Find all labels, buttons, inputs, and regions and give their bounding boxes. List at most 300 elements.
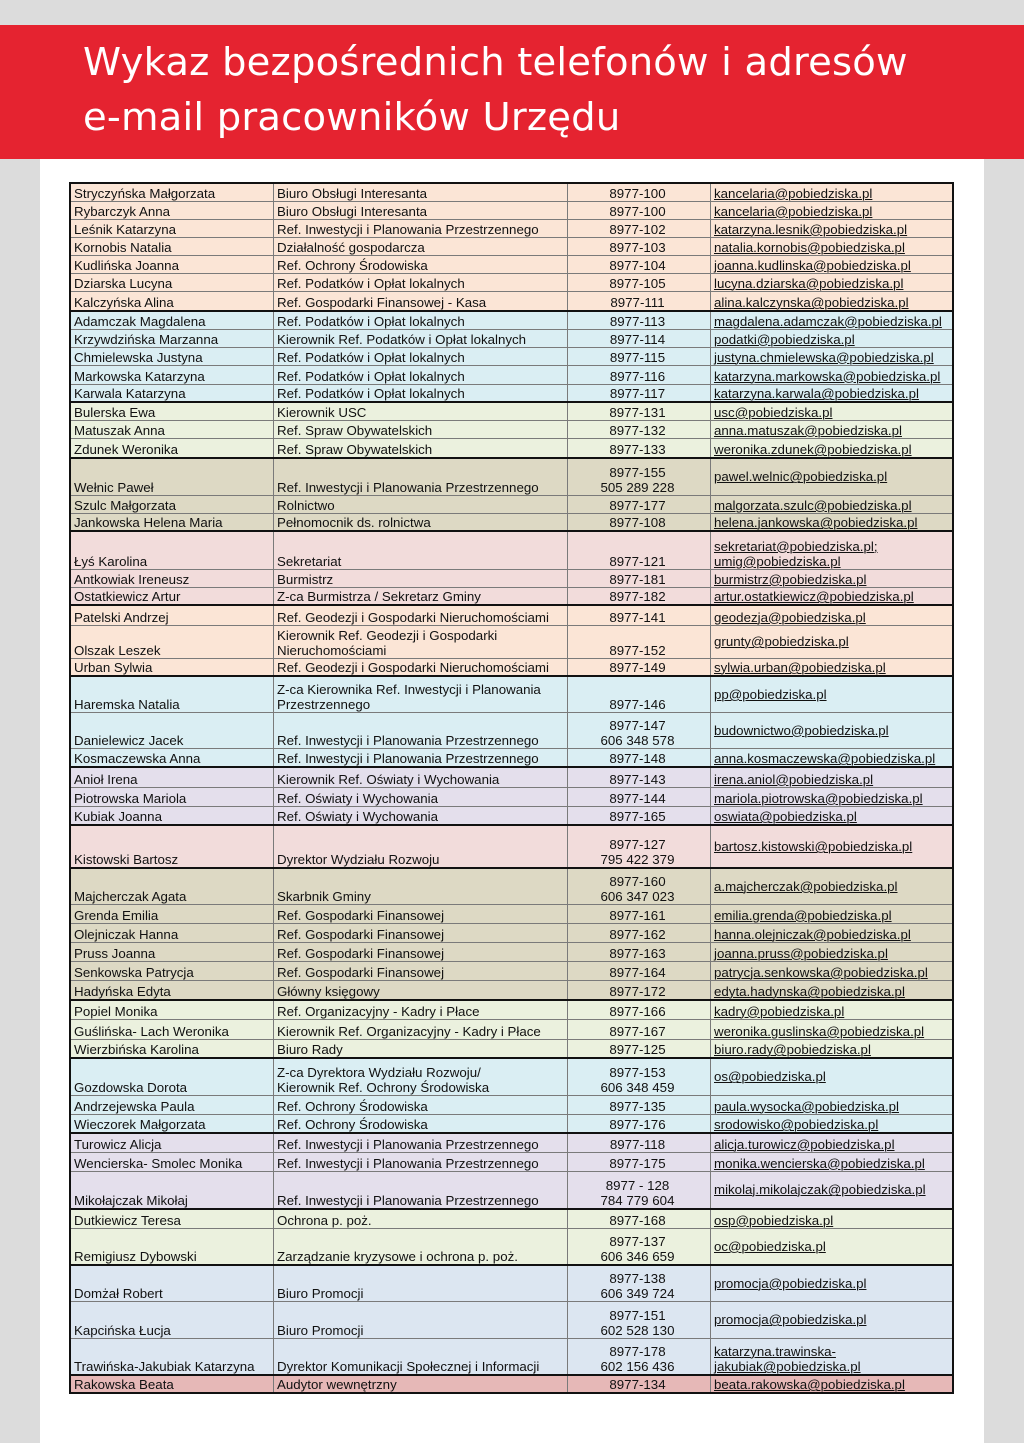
phone-number-line: 8977-125 [609,1042,666,1057]
email-text[interactable]: monika.wencierska@pobiedziska.pl [714,1155,925,1171]
phone-number [568,365,711,384]
email-link[interactable] [711,712,954,748]
table-row [70,980,953,1000]
email-link[interactable] [711,1338,954,1375]
email-text[interactable]: paula.wysocka@pobiedziska.pl [714,1098,899,1114]
email-text[interactable]: alina.kalczynska@pobiedziska.pl [714,295,909,310]
phone-number [568,1228,711,1265]
table-row [70,748,953,767]
table-row [70,1039,953,1058]
department [274,291,568,311]
department [274,495,568,513]
email-link[interactable] [711,868,954,904]
employee-name [70,712,274,748]
department [274,868,568,904]
email-link[interactable] [711,923,954,942]
department-line: Ref. Oświaty i Wychowania [277,790,438,806]
phone-number-line: 8977-134 [609,1377,666,1392]
phone-number [568,183,711,201]
phone-number [568,513,711,531]
phone-number [568,201,711,219]
email-text[interactable]: weronika.zdunek@pobiedziska.pl [714,442,912,457]
employee-name-line: Domżał Robert [74,1285,163,1301]
email-text[interactable]: mariola.piotrowska@pobiedziska.pl [714,790,923,806]
employee-name [70,347,274,365]
employee-name [70,1019,274,1039]
table-row [70,1338,953,1375]
employee-name-line: Hadyńska Edyta [74,984,171,999]
employee-name [70,1039,274,1058]
email-text[interactable]: a.majcherczak@pobiedziska.pl [714,878,898,894]
table-row [70,420,953,438]
table-row [70,1000,953,1019]
phone-number [568,1095,711,1114]
table-row [70,1301,953,1338]
employee-name [70,1265,274,1301]
email-text[interactable]: osp@pobiedziska.pl [714,1212,834,1228]
phone-number [568,712,711,748]
phone-number-line: 8977-162 [609,926,666,942]
email-link[interactable] [711,904,954,923]
department [274,1058,568,1095]
phone-number-line: 784 779 604 [600,1193,675,1208]
table-row [70,1228,953,1265]
phone-number-line: 602 156 436 [600,1359,675,1374]
table-row [70,961,953,980]
department [274,1152,568,1171]
department [274,347,568,365]
email-link[interactable] [711,438,954,458]
department [274,1171,568,1209]
email-text[interactable]: lucyna.dziarska@pobiedziska.pl [714,275,904,291]
phone-number-line: 8977-164 [609,964,666,980]
email-link[interactable] [711,329,954,347]
email-link[interactable] [711,1301,954,1338]
department [274,311,568,329]
department-line: Skarbnik Gminy [277,888,371,904]
phone-number-line: 8977-181 [609,571,666,587]
table-row [70,868,953,904]
email-link[interactable] [711,237,954,255]
email-link[interactable] [711,1019,954,1039]
department-line: Przestrzennego [277,696,371,712]
employee-name-line: Jankowska Helena Maria [74,515,223,530]
employee-name [70,1375,274,1393]
email-link[interactable] [711,402,954,420]
employee-name [70,605,274,625]
table-row [70,219,953,237]
phone-number [568,1375,711,1393]
email-link[interactable] [711,513,954,531]
phone-number-line: 8977-135 [609,1098,666,1114]
email-text[interactable]: irena.aniol@pobiedziska.pl [714,771,874,787]
department-line: Ref. Gospodarki Finansowej [277,926,445,942]
email-text[interactable]: jakubiak@pobiedziska.pl [714,1359,861,1374]
email-text[interactable]: hanna.olejniczak@pobiedziska.pl [714,926,911,942]
email-text[interactable]: natalia.kornobis@pobiedziska.pl [714,239,905,255]
email-link[interactable] [711,825,954,868]
employee-name-line: Majcherczak Agata [74,888,187,904]
phone-number [568,402,711,420]
department [274,676,568,712]
email-text[interactable]: anna.matuszak@pobiedziska.pl [714,422,902,438]
employee-name [70,1152,274,1171]
email-link[interactable] [711,748,954,767]
email-text[interactable]: weronika.guslinska@pobiedziska.pl [714,1023,925,1039]
table-row [70,1095,953,1114]
employee-name [70,980,274,1000]
department [274,787,568,806]
email-text[interactable]: emilia.grenda@pobiedziska.pl [714,907,892,923]
employee-name [70,1171,274,1209]
employee-name [70,329,274,347]
employee-name [70,458,274,495]
email-link[interactable] [711,658,954,676]
email-link[interactable] [711,201,954,219]
email-link[interactable] [711,384,954,402]
email-link[interactable] [711,420,954,438]
phone-number-line: 8977-175 [609,1155,666,1171]
department [274,904,568,923]
email-link[interactable] [711,1171,954,1209]
email-text[interactable]: sekretariat@pobiedziska.pl; [714,538,878,554]
email-text[interactable]: usc@pobiedziska.pl [714,404,833,420]
employee-name-line: Popiel Monika [74,1003,158,1019]
email-link[interactable] [711,1152,954,1171]
email-link[interactable] [711,1095,954,1114]
department [274,183,568,201]
employee-name-line: Bulerska Ewa [74,404,156,420]
employee-name [70,513,274,531]
email-link[interactable] [711,1265,954,1301]
employee-name-line: Markowska Katarzyna [74,368,205,384]
email-link[interactable] [711,961,954,980]
department-line: Zarządzanie kryzysowe i ochrona p. poż. [277,1249,518,1264]
phone-number [568,438,711,458]
table-row [70,605,953,625]
phone-number [568,787,711,806]
department [274,1375,568,1393]
department [274,923,568,942]
email-link[interactable] [711,625,954,658]
department-line: Ref. Inwestycji i Planowania Przestrzennego [277,1155,539,1171]
email-link[interactable] [711,787,954,806]
employee-name [70,1000,274,1019]
department-line: Ochrona p. poż. [277,1212,372,1228]
table-row [70,1058,953,1095]
email-text[interactable]: katarzyna.markowska@pobiedziska.pl [714,368,941,384]
department [274,273,568,291]
phone-number-line: 505 289 228 [600,479,675,495]
employee-name-line: Olszak Leszek [74,642,161,658]
phone-number [568,569,711,587]
email-text[interactable]: helena.jankowska@pobiedziska.pl [714,515,918,530]
table-row [70,942,953,961]
employee-name-line: Dutkiewicz Teresa [74,1212,181,1228]
phone-number-line: 8977-160 [609,873,666,889]
phone-number-line: 8977-100 [609,203,666,219]
email-link[interactable] [711,569,954,587]
department-line: Biuro Promocji [277,1322,364,1338]
email-text[interactable]: biuro.rady@pobiedziska.pl [714,1042,871,1057]
email-text[interactable]: anna.kosmaczewska@pobiedziska.pl [714,751,936,766]
phone-number [568,658,711,676]
employee-name [70,1301,274,1338]
table-row [70,787,953,806]
table-row [70,825,953,868]
employee-name [70,923,274,942]
employee-name [70,1058,274,1095]
table-row [70,183,953,201]
table-row [70,923,953,942]
email-text[interactable]: kancelaria@pobiedziska.pl [714,185,873,201]
employee-name [70,402,274,420]
phone-number [568,531,711,569]
department-line: Kierownik Ref. Ochrony Środowiska [277,1079,490,1095]
department [274,513,568,531]
department [274,1000,568,1019]
email-link[interactable] [711,1375,954,1393]
department-line: Z-ca Dyrektora Wydziału Rozwoju/ [277,1064,481,1080]
employee-name-line: Turowicz Alicja [74,1136,162,1152]
table-row [70,1375,953,1393]
department-line: Ref. Podatków i Opłat lokalnych [277,313,465,329]
employee-name [70,438,274,458]
employee-name-line: Rybarczyk Anna [74,203,171,219]
email-link[interactable] [711,806,954,825]
employee-name-line: Dziarska Lucyna [74,275,173,291]
email-link[interactable] [711,495,954,513]
employee-name-line: Gozdowska Dorota [74,1079,188,1095]
email-text[interactable]: kadry@pobiedziska.pl [714,1003,845,1019]
email-text[interactable]: justyna.chmielewska@pobiedziska.pl [714,349,934,365]
employee-name [70,255,274,273]
phone-number-line: 8977-143 [609,771,666,787]
phone-number-line: 8977-172 [609,984,666,999]
email-link[interactable] [711,458,954,495]
phone-number [568,347,711,365]
email-link[interactable] [711,587,954,605]
email-text[interactable]: kancelaria@pobiedziska.pl [714,203,873,219]
department [274,458,568,495]
table-row [70,329,953,347]
phone-number-line: 8977-163 [609,945,666,961]
department-line: Ref. Inwestycji i Planowania Przestrzennego [277,479,539,495]
phone-number-line: 8977-178 [609,1344,666,1359]
email-text[interactable]: geodezja@pobiedziska.pl [714,609,866,625]
email-link[interactable] [711,676,954,712]
email-text[interactable]: bartosz.kistowski@pobiedziska.pl [714,839,913,854]
email-text[interactable]: os@pobiedziska.pl [714,1069,826,1085]
phone-number-line: 8977-168 [609,1212,666,1228]
employee-name-line: Leśnik Katarzyna [74,221,176,237]
email-link[interactable] [711,605,954,625]
phone-number [568,676,711,712]
phone-number-line: 8977-100 [609,185,666,201]
department [274,531,568,569]
department-line: Kierownik Ref. Oświaty i Wychowania [277,771,500,787]
email-text[interactable]: joanna.kudlinska@pobiedziska.pl [714,257,911,273]
email-text[interactable]: pp@pobiedziska.pl [714,686,827,702]
department [274,1338,568,1375]
email-link[interactable] [711,531,954,569]
email-text[interactable]: oswiata@pobiedziska.pl [714,809,857,824]
email-text[interactable]: magdalena.adamczak@pobiedziska.pl [714,313,942,329]
department-line: Ref. Podatków i Opłat lokalnych [277,386,465,401]
email-link[interactable] [711,1039,954,1058]
department [274,942,568,961]
email-link[interactable] [711,767,954,787]
employee-name-line: Trawińska-Jakubiak Katarzyna [74,1359,255,1374]
department-line: Ref. Podatków i Opłat lokalnych [277,275,465,291]
email-link[interactable] [711,1133,954,1152]
phone-number [568,868,711,904]
email-text[interactable]: joanna.pruss@pobiedziska.pl [714,945,888,961]
email-text[interactable]: sylwia.urban@pobiedziska.pl [714,660,886,675]
phone-number [568,1152,711,1171]
email-text[interactable]: artur.ostatkiewicz@pobiedziska.pl [714,589,914,604]
email-text[interactable]: grunty@pobiedziska.pl [714,634,849,649]
employee-name [70,868,274,904]
email-text[interactable]: oc@pobiedziska.pl [714,1238,826,1254]
email-link[interactable] [711,1000,954,1019]
department-line: Ref. Inwestycji i Planowania Przestrzennego [277,221,539,237]
phone-number [568,273,711,291]
email-text[interactable]: katarzyna.lesnik@pobiedziska.pl [714,221,908,237]
email-link[interactable] [711,311,954,329]
table-row [70,904,953,923]
employee-name-line: Karwala Katarzyna [74,386,186,401]
phone-number [568,311,711,329]
email-link[interactable] [711,291,954,311]
employee-name-line: Olejniczak Hanna [74,926,179,942]
email-link[interactable] [711,942,954,961]
employee-name [70,201,274,219]
employee-name [70,806,274,825]
employee-name [70,237,274,255]
employee-name-line: Kornobis Natalia [74,239,172,255]
department-line: Ref. Oświaty i Wychowania [277,809,438,824]
department [274,219,568,237]
department [274,438,568,458]
phone-number [568,420,711,438]
email-text[interactable]: patrycja.senkowska@pobiedziska.pl [714,964,928,980]
phone-number [568,923,711,942]
phone-number [568,219,711,237]
employee-name [70,1095,274,1114]
email-link[interactable] [711,1228,954,1265]
email-text[interactable]: edyta.hadynska@pobiedziska.pl [714,984,905,999]
department [274,806,568,825]
department-line: Kierownik Ref. Organizacyjny - Kadry i Płace [277,1023,541,1039]
department [274,569,568,587]
employee-name [70,676,274,712]
email-text[interactable]: pawel.welnic@pobiedziska.pl [714,469,888,485]
email-text[interactable]: promocja@pobiedziska.pl [714,1275,867,1291]
email-link[interactable] [711,273,954,291]
phone-number-line: 8977-182 [609,589,666,604]
email-link[interactable] [711,365,954,384]
table-row [70,767,953,787]
phone-number-line: 8977-104 [609,257,666,273]
phone-number-line: 8977-127 [609,837,666,852]
email-text[interactable]: promocja@pobiedziska.pl [714,1312,867,1327]
email-link[interactable] [711,219,954,237]
phone-number [568,1000,711,1019]
table-row [70,1171,953,1209]
phone-number-line: 8977-114 [609,331,666,347]
email-link[interactable] [711,1114,954,1133]
employee-name [70,384,274,402]
department [274,767,568,787]
email-link[interactable] [711,347,954,365]
email-text[interactable]: mikolaj.mikolajczak@pobiedziska.pl [714,1182,926,1198]
phone-number-line: 8977-131 [609,404,666,420]
table-row [70,495,953,513]
table-row [70,347,953,365]
email-text[interactable]: malgorzata.szulc@pobiedziska.pl [714,497,912,513]
phone-number-line: 8977 - 128 [605,1178,670,1193]
email-text[interactable]: katarzyna.karwala@pobiedziska.pl [714,386,919,401]
phone-number [568,1058,711,1095]
department-line: Kierownik Ref. Geodezji i Gospodarki [277,627,498,643]
department [274,1039,568,1058]
employee-name-line: Danielewicz Jacek [74,732,184,748]
email-link[interactable] [711,183,954,201]
department-line: Ref. Gospodarki Finansowej - Kasa [277,295,487,310]
employee-name [70,1114,274,1133]
email-text[interactable]: umig@pobiedziska.pl [714,553,841,569]
email-link[interactable] [711,1209,954,1228]
table-row [70,201,953,219]
email-text[interactable]: podatki@pobiedziska.pl [714,331,855,347]
email-text[interactable]: alicja.turowicz@pobiedziska.pl [714,1136,895,1152]
department [274,658,568,676]
employee-name-line: Krzywdzińska Marzanna [74,331,219,347]
department-line: Główny księgowy [277,984,380,999]
email-link[interactable] [711,255,954,273]
email-link[interactable] [711,1058,954,1095]
phone-number [568,806,711,825]
email-text[interactable]: katarzyna.trawinska- [714,1344,836,1359]
employee-name [70,495,274,513]
employee-name-line: Kudlińska Joanna [74,257,179,273]
email-text[interactable]: srodowisko@pobiedziska.pl [714,1117,879,1132]
table-row [70,712,953,748]
email-text[interactable]: budownictwo@pobiedziska.pl [714,722,889,738]
employee-name-line: Wieczorek Małgorzata [74,1117,206,1132]
department [274,1209,568,1228]
table-row [70,402,953,420]
phone-number-line: 8977-133 [609,442,666,457]
department [274,980,568,1000]
phone-number-line: 8977-148 [609,751,666,766]
phone-number [568,1171,711,1209]
email-link[interactable] [711,980,954,1000]
phone-number-line: 8977-152 [609,642,666,658]
employee-name [70,273,274,291]
department-line: Biuro Obsługi Interesanta [277,203,428,219]
email-text[interactable]: burmistrz@pobiedziska.pl [714,571,867,587]
employee-name [70,904,274,923]
email-text[interactable]: beata.rakowska@pobiedziska.pl [714,1377,905,1392]
phone-number-line: 8977-155 [609,464,666,480]
department [274,748,568,767]
department-line: Dyrektor Komunikacji Społecznej i Informacji [277,1359,540,1374]
department [274,825,568,868]
employee-name [70,961,274,980]
employee-name-line: Wierzbińska Karolina [74,1042,199,1057]
